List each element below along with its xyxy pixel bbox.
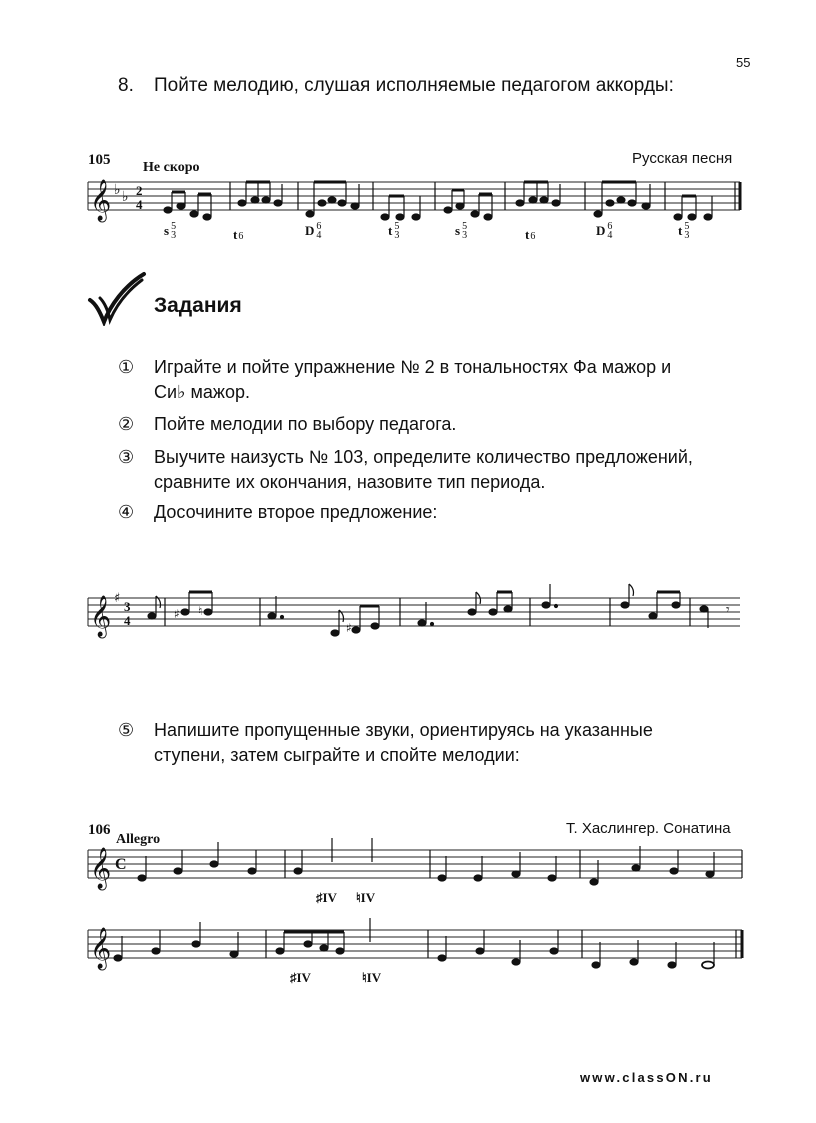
chord-label: D 6 4 (596, 221, 613, 242)
treble-clef-icon: 𝄞 (90, 928, 112, 969)
item-number: ② (118, 414, 135, 434)
example-105-number: 105 (88, 152, 111, 168)
degree-label: ♯IV (290, 970, 311, 985)
svg-text:𝄾: 𝄾 (726, 602, 730, 618)
treble-clef-icon: 𝄞 (90, 848, 112, 889)
degree-label: ♮IV (362, 970, 382, 985)
chord-label: D 6 4 (305, 221, 322, 242)
item-number: ⑤ (118, 720, 135, 740)
page-number: 55 (736, 55, 751, 70)
item-text: Напишите пропущенные звуки, ориентируясь на указанные ступени, затем сыграйте и спойте мелодии: (154, 720, 653, 765)
svg-text:♯: ♯ (346, 621, 352, 635)
treble-clef-icon: 𝄞 (90, 180, 112, 221)
sharp-icon: ♯ (114, 591, 121, 606)
example-106-tempo: Allegro (116, 832, 161, 847)
assignment-item-4 (118, 500, 718, 525)
chord-label: t 5 3 (388, 221, 400, 242)
treble-clef-icon: 𝄞 (90, 596, 112, 637)
chord-label: t 5 3 (678, 221, 690, 242)
example-106-attribution: Т. Хаслингер. Сонатина (566, 820, 731, 837)
assignment-item-2 (118, 412, 718, 437)
item-number: ① (118, 357, 135, 377)
degree-label: ♯IV (316, 890, 337, 905)
assignment-item-5 (118, 718, 718, 768)
time-sig-bottom: 4 (136, 197, 143, 212)
chord-label: t6 (525, 227, 536, 242)
chord-label: s 5 3 (455, 221, 468, 242)
item-text: Выучите наизусть № 103, определите количество предложений, сравните их окончания, назовите тип периода. (154, 447, 693, 492)
svg-text:♮: ♮ (198, 604, 203, 618)
item-text: Пойте мелодии по выбору педагога. (154, 414, 457, 434)
assignments-heading: Задания (154, 294, 242, 317)
staff-melody-4 (80, 580, 750, 650)
task-8-number: 8. (118, 75, 134, 96)
notes-105 (164, 182, 740, 220)
item-text: Досочините второе предложение: (154, 502, 438, 522)
staff-106-line-2 (80, 918, 750, 978)
staff-105 (80, 170, 750, 250)
task-8-text: Пойте мелодию, слушая исполняемые педагогом аккорды: (154, 75, 674, 96)
item-number: ④ (118, 502, 135, 522)
task-8-line (118, 75, 674, 97)
example-105-tempo: Не скоро (143, 160, 200, 175)
svg-text:♯: ♯ (174, 607, 180, 621)
common-time-icon: C (115, 856, 127, 873)
flat-icon: ♭ (114, 182, 121, 198)
example-106-number: 106 (88, 822, 111, 838)
item-number: ③ (118, 447, 135, 467)
notes-melody-4 (148, 584, 730, 636)
time-sig-top: 2 (136, 183, 143, 198)
assignment-item-3 (118, 445, 718, 495)
item-text: Играйте и пойте упражнение № 2 в тональностях Фа мажор и Си♭ мажор. (154, 357, 672, 402)
footer-url: www.classON.ru (580, 1070, 713, 1085)
assignment-item-1 (118, 355, 718, 405)
example-105-attribution: Русская песня (632, 150, 733, 167)
staff-106-line-1 (80, 838, 750, 898)
flat-icon: ♭ (122, 189, 129, 205)
chord-label: s 5 3 (164, 221, 177, 242)
checkmark-icon (86, 270, 148, 326)
degree-label: ♮IV (356, 890, 376, 905)
svg-text:3: 3 (124, 599, 131, 614)
chord-label: t6 (233, 227, 244, 242)
svg-text:4: 4 (124, 613, 131, 628)
